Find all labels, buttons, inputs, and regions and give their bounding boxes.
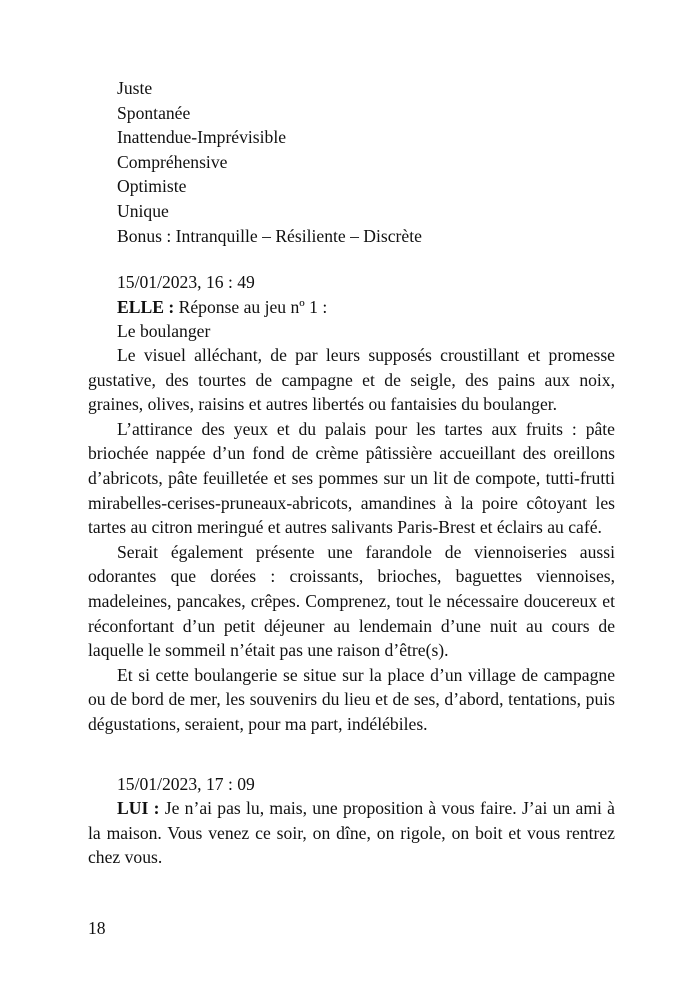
list-item: Optimiste — [117, 176, 187, 197]
message-1-body — [88, 343, 615, 737]
speaker-name: ELLE : — [117, 296, 175, 317]
paragraph: L’attirance des yeux et du palais pour les tartes aux fruits : pâte briochée nappée d’un fond de crème pâtissière accueillant des oreillons d’abricots, pâte feuilletée et ses pommes sur un lit de compote, tutti-frutti mirabelles-cerises-pruneaux-abricots, amandines à la poire côtoyant les tartes au citron meringué et autres salivants Paris-Brest et éclairs au café. — [88, 418, 615, 538]
list-item: Spontanée — [117, 102, 191, 123]
message-1-header — [117, 270, 615, 344]
list-item: Compréhensive — [117, 151, 228, 172]
message-2-header — [117, 772, 615, 797]
page-number: 18 — [88, 918, 106, 938]
list-item: Bonus : Intranquille – Résiliente – Discrète — [117, 225, 422, 246]
message-intro — [117, 295, 615, 320]
message-timestamp: 15/01/2023, 16 : 49 — [117, 272, 255, 292]
paragraph: Le visuel alléchant, de par leurs supposés croustillant et promesse gustative, des tourtes de campagne et de seigle, des pains aux noix, graines, olives, raisins et autres libertés ou fantaisies du boulanger. — [88, 345, 615, 415]
message-text: Je n’ai pas lu, mais, une proposition à vous faire. J’ai un ami à la maison. Vous venez ce soir, on dîne, on rigole, on boit et vous rentrez chez vous. — [88, 798, 615, 868]
paragraph — [88, 796, 615, 870]
paragraph: Et si cette boulangerie se situe sur la place d’un village de campagne ou de bord de mer, les souvenirs du lieu et de ses, d’abord, tentations, puis dégustations, seraient, pour ma part, indélébiles. — [88, 664, 615, 734]
message-2-body — [88, 796, 615, 870]
list-item: Juste — [117, 78, 153, 98]
list-item: Unique — [117, 200, 169, 221]
qualities-list — [117, 76, 597, 248]
message-intro-text: Réponse au jeu nº 1 : — [174, 296, 328, 317]
speaker-name: LUI : — [117, 798, 160, 818]
message-timestamp: 15/01/2023, 17 : 09 — [117, 774, 255, 794]
paragraph: Serait également présente une farandole de viennoiseries aussi odorantes que dorées : croissants, brioches, baguettes viennoises, madeleines, pancakes, crêpes. Comprenez, tout le nécessaire doucereux et réconfortant d’un petit déjeuner au lendemain d’une nuit au cours de laquelle le sommeil n’était pas une raison d’être(s). — [88, 541, 615, 661]
list-item: Inattendue-Imprévisible — [117, 127, 287, 148]
message-heading: Le boulanger — [117, 321, 211, 342]
